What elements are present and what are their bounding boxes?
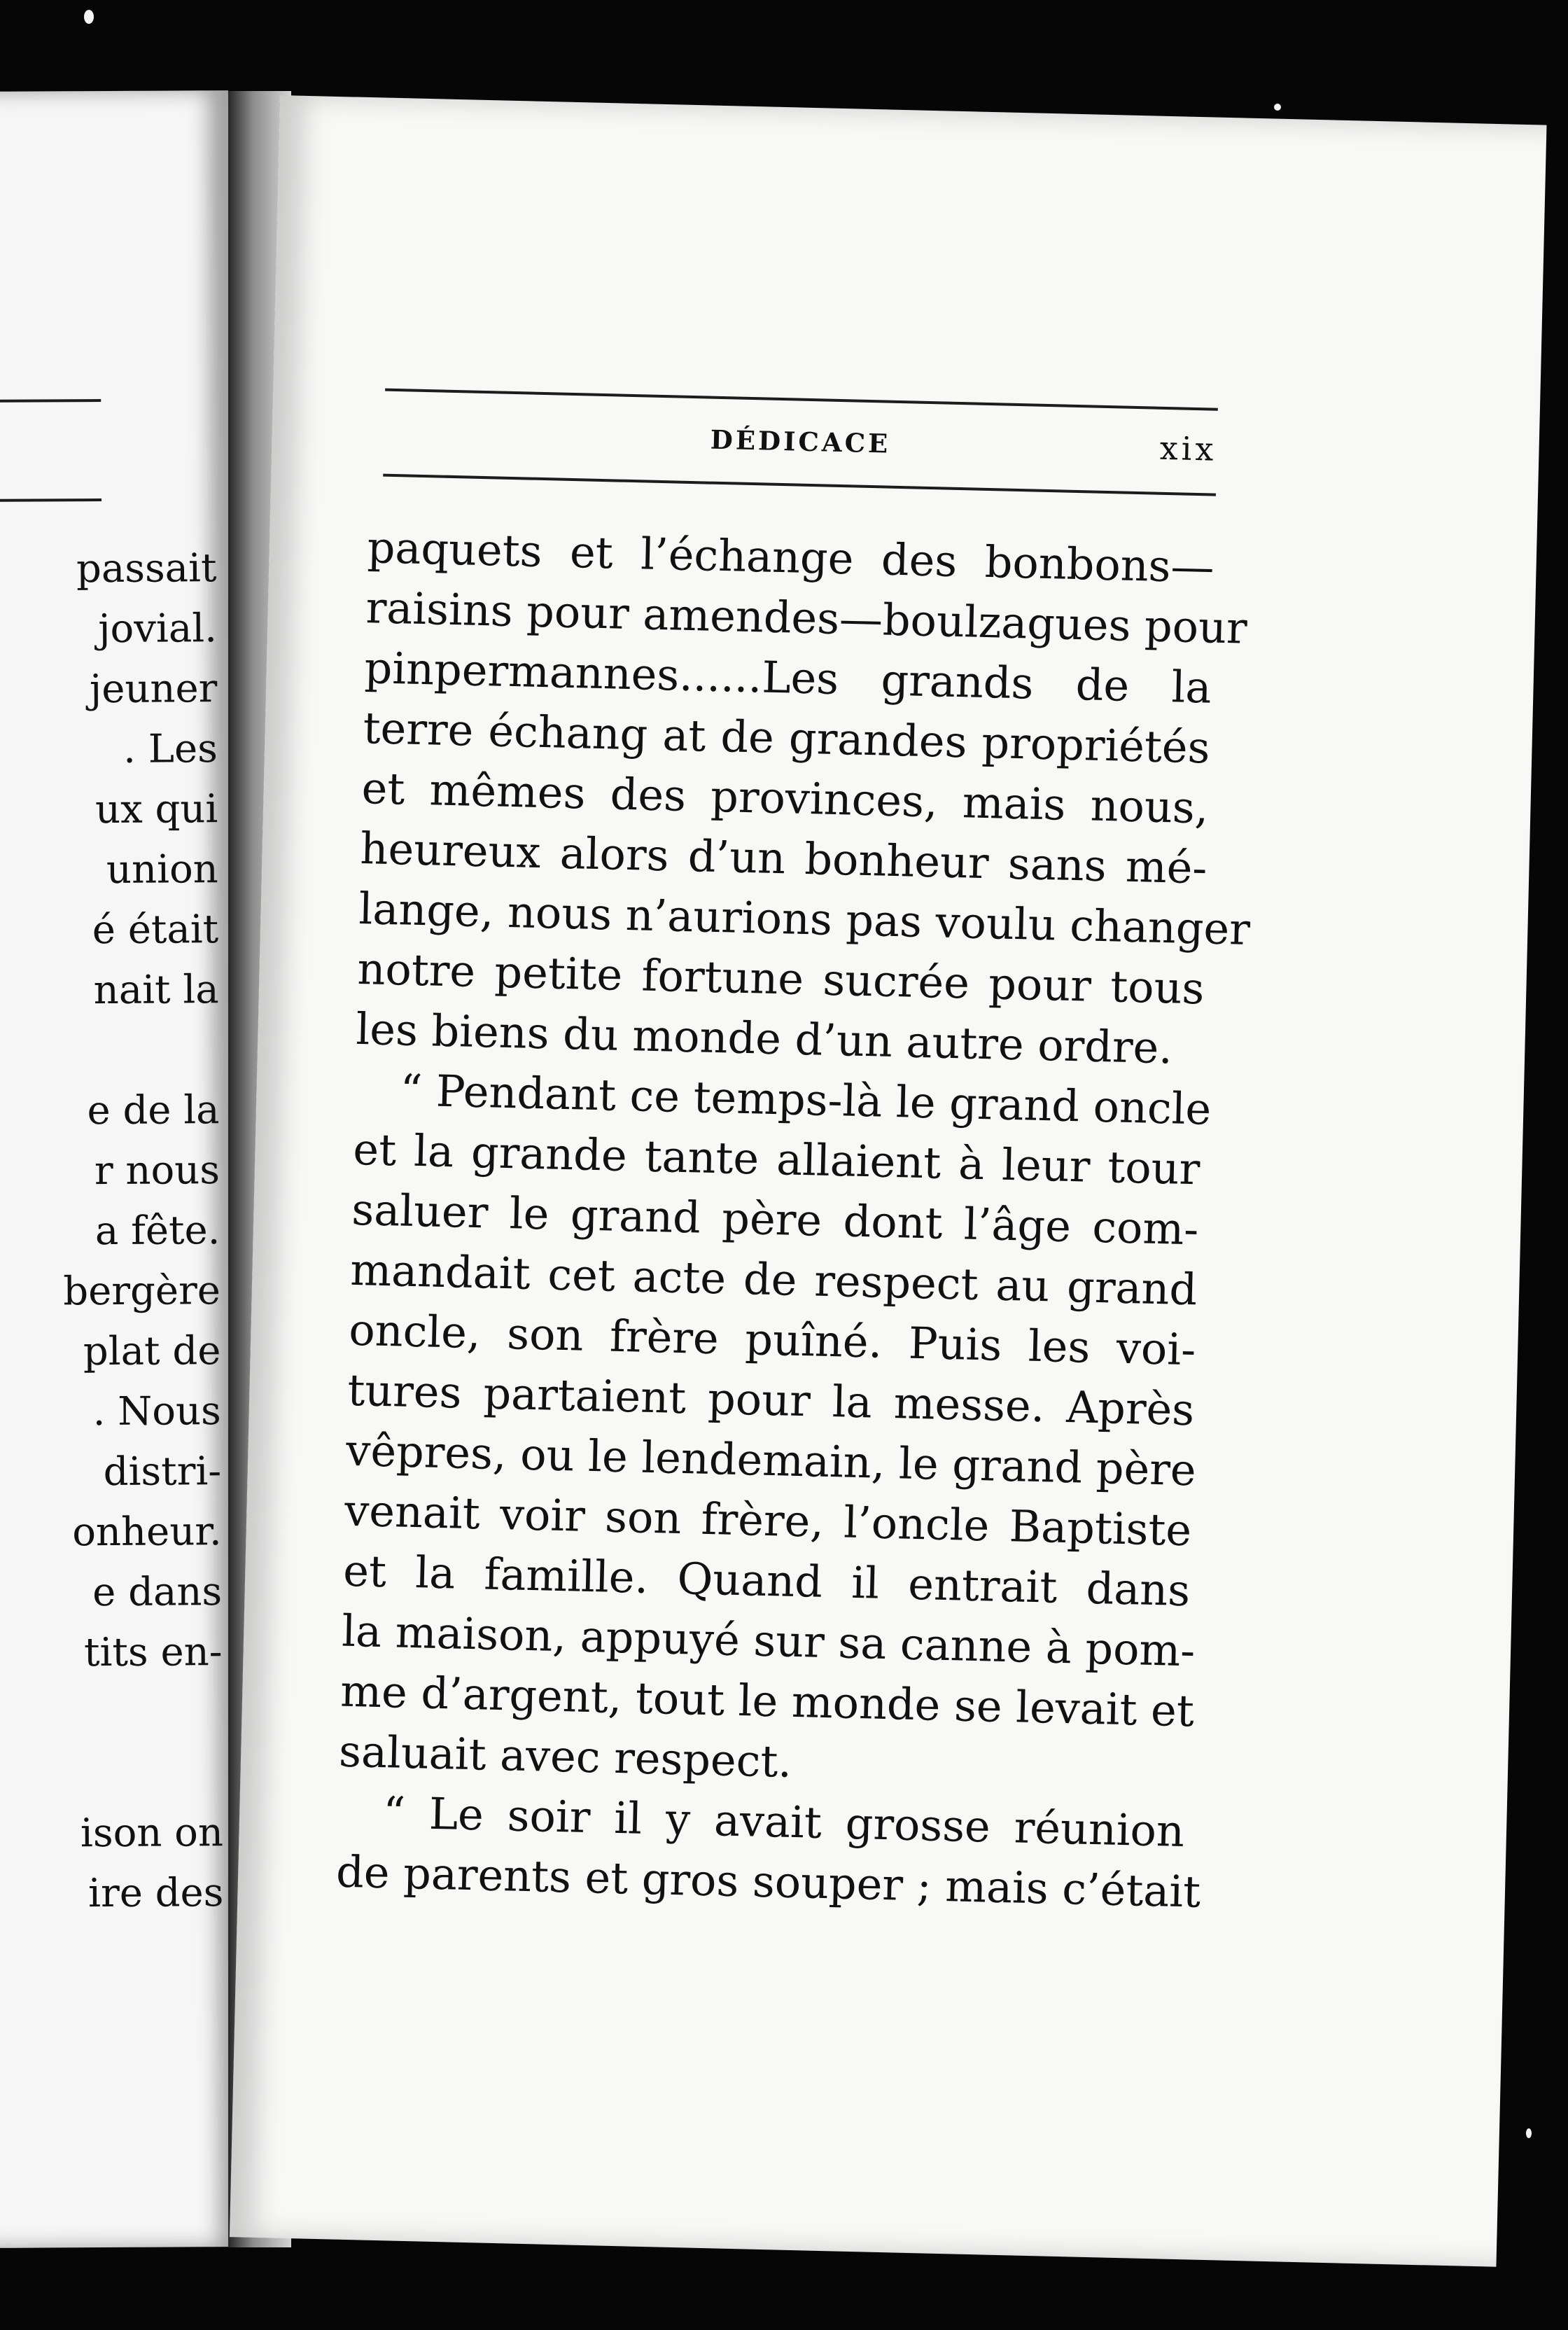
left-line: ire des — [88, 1870, 224, 1917]
left-line: é était — [92, 907, 219, 954]
text-line: saluer le grand père dont l’âge com- — [351, 1183, 1200, 1255]
left-line: union — [106, 846, 218, 893]
scan-speck — [1526, 2128, 1532, 2138]
left-line: plat de — [83, 1328, 221, 1375]
text-line: et mêmes des provinces, mais nous, — [360, 762, 1210, 834]
left-line: onheur. — [72, 1509, 222, 1556]
left-line: e de la — [87, 1087, 220, 1134]
left-line: . Nous — [92, 1388, 221, 1435]
text-line: raisins pour amendes—boulzagues pour — [365, 582, 1248, 654]
text-line: paquets et l’échange des bonbons— — [366, 522, 1215, 593]
body-text — [335, 517, 1251, 1922]
text-line: de parents et gros souper ; mais c’était — [335, 1846, 1201, 1918]
scan-speck — [1274, 104, 1281, 111]
running-head: DÉDICACE — [710, 424, 891, 459]
left-line: jeuner — [89, 666, 218, 713]
text-line: venait voir son frère, l’oncle Baptiste — [344, 1484, 1192, 1556]
left-line: nait la — [93, 967, 219, 1014]
left-page-fragment — [0, 90, 239, 2248]
text-line: oncle, son frère puîné. Puis les voi- — [348, 1304, 1197, 1376]
left-line: a fête. — [94, 1208, 220, 1255]
text-line: tures partaient pour la messe. Après — [346, 1364, 1195, 1436]
left-line — [2, 1020, 219, 1082]
text-line: pinpermannes......Les grands de la — [363, 642, 1212, 713]
left-line — [6, 1682, 223, 1744]
left-line: e dans — [92, 1569, 223, 1616]
left-line: ison on — [80, 1810, 224, 1857]
text-line: “ Le soir il y avait grosse réunion — [382, 1787, 1185, 1857]
text-line: lange, nous n’aurions pas voulu changer — [358, 882, 1251, 955]
text-line: saluait avec respect. — [338, 1725, 792, 1787]
page-number: xix — [1159, 428, 1218, 468]
text-line: la maison, appuyé sur sa canne à pom- — [341, 1605, 1196, 1677]
text-line: vêpres, ou le lendemain, le grand père — [345, 1424, 1197, 1496]
text-line: et la famille. Quand il entrait dans — [342, 1544, 1191, 1617]
page-header — [383, 389, 1218, 496]
text-line: heureux alors d’un bonheur sans mé- — [359, 823, 1208, 894]
right-page — [230, 95, 1547, 2267]
left-line: distri- — [103, 1449, 222, 1495]
text-line: “ Pendant ce temps-là le grand oncle — [399, 1064, 1212, 1135]
left-page-bottom-rule — [0, 498, 102, 502]
text-line: terre échang at de grandes propriétés — [362, 702, 1211, 774]
scan-speck — [84, 10, 94, 24]
left-page-top-rule — [0, 399, 101, 403]
left-line: ux qui — [94, 786, 218, 833]
left-line: passait — [76, 545, 217, 592]
text-line: et la grande tante allaient à leur tour — [352, 1123, 1201, 1195]
text-line: mandait cet acte de respect au grand — [349, 1243, 1198, 1316]
left-line — [6, 1743, 223, 1804]
left-line: bergère — [63, 1268, 221, 1315]
left-line: tits en- — [83, 1629, 223, 1676]
text-line: notre petite fortune sucrée pour tous — [356, 942, 1205, 1014]
left-line: . Les — [123, 726, 218, 772]
text-line: les biens du monde d’un autre ordre. — [355, 1003, 1173, 1074]
text-line: me d’argent, tout le monde se levait et — [340, 1665, 1195, 1737]
left-line: r nous — [94, 1147, 220, 1194]
left-page-text — [0, 538, 224, 1925]
left-line: jovial. — [98, 606, 218, 653]
